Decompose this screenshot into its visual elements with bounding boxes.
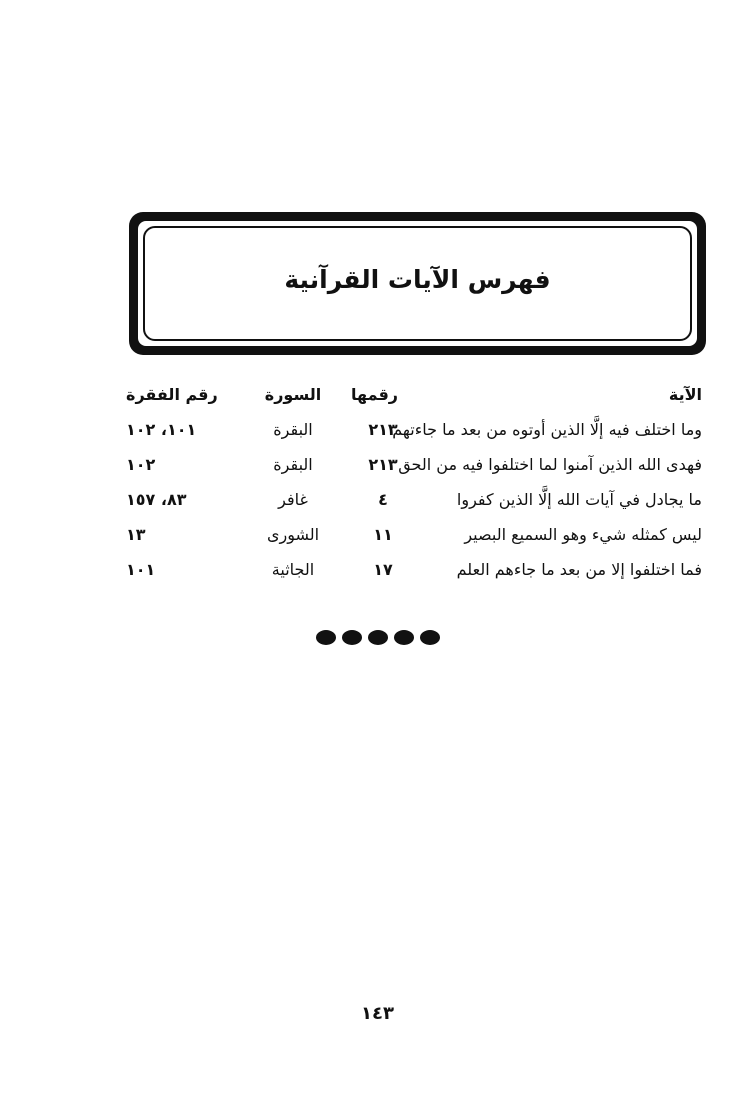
page-number: ١٤٣: [361, 1003, 394, 1024]
table-header-row: [126, 382, 706, 417]
verse-index-table: [126, 382, 706, 592]
paragraph-number: ٨٣، ١٥٧: [126, 490, 187, 509]
table-row: [126, 557, 706, 592]
surah-name: غافر: [278, 490, 308, 509]
paragraph-number: ١٠١، ١٠٢: [126, 420, 197, 439]
verse-number: ١٧: [373, 560, 393, 579]
divider-dot-icon: [316, 630, 336, 645]
verse-text: ما يجادل في آيات الله إلَّا الذين كفروا: [456, 490, 702, 509]
divider-dot-icon: [368, 630, 388, 645]
verse-text: وما اختلف فيه إلَّا الذين أوتوه من بعد ما جاءتهم: [392, 420, 702, 439]
verse-text: فهدى الله الذين آمنوا لما اختلفوا فيه من الحق: [398, 455, 702, 474]
table-row: [126, 487, 706, 522]
table-row: [126, 452, 706, 487]
table-row: [126, 417, 706, 452]
verse-number: ٢١٣: [368, 455, 398, 474]
surah-name: الجاثية: [271, 560, 315, 579]
paragraph-number: ١٠٢: [126, 455, 156, 474]
page-title: فهرس الآيات القرآنية: [284, 265, 551, 294]
table-row: [126, 522, 706, 557]
title-frame-inner: [138, 221, 697, 346]
divider-dot-icon: [342, 630, 362, 645]
header-verse: الآية: [668, 385, 702, 404]
verse-number: ٤: [378, 490, 388, 509]
header-paragraph: رقم الفقرة: [126, 385, 218, 404]
surah-name: البقرة: [273, 420, 313, 439]
section-divider-dots: [0, 630, 755, 645]
paragraph-number: ١٠١: [126, 560, 156, 579]
title-frame: [129, 212, 706, 355]
header-number: رقمها: [351, 385, 398, 404]
verse-text: ليس كمثله شيء وهو السميع البصير: [464, 525, 702, 544]
verse-number: ١١: [373, 525, 393, 544]
verse-text: فما اختلفوا إلا من بعد ما جاءهم العلم: [456, 560, 702, 579]
surah-name: البقرة: [273, 455, 313, 474]
verse-number: ٢١٣: [368, 420, 398, 439]
header-surah: السورة: [264, 385, 322, 404]
paragraph-number: ١٣: [126, 525, 146, 544]
divider-dot-icon: [394, 630, 414, 645]
surah-name: الشورى: [266, 525, 320, 544]
divider-dot-icon: [420, 630, 440, 645]
